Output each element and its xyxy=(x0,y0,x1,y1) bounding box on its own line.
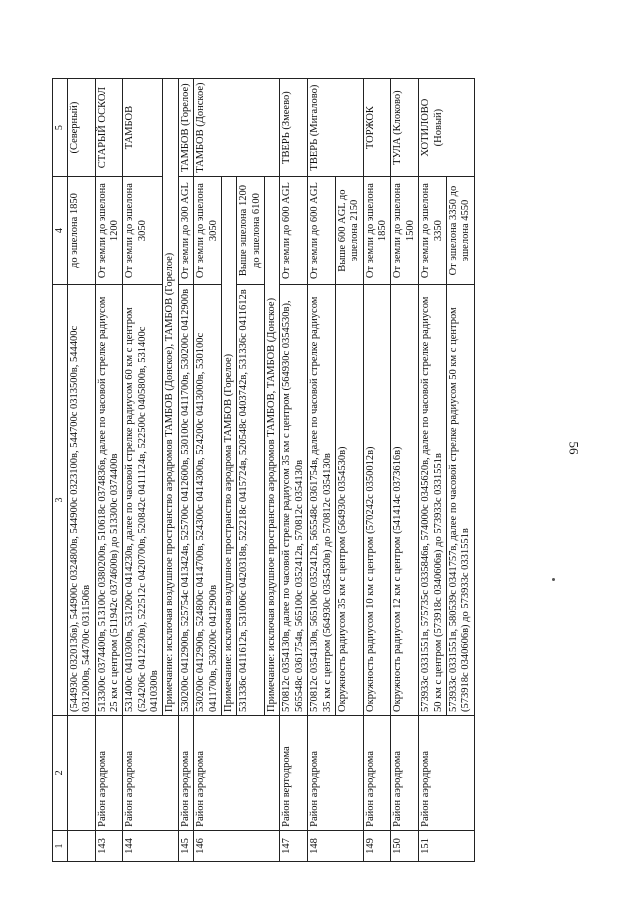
coords-cell: Окружность радиусом 10 км с центром (570242с 0350012в) xyxy=(363,284,391,715)
table-row xyxy=(363,79,391,862)
altitude-cell: От земли до эшелона 1850 xyxy=(363,177,391,285)
zone-type: Район аэродрома xyxy=(391,715,419,830)
altitude-cell: до эшелона 1850 xyxy=(67,177,95,285)
page-number: 56 xyxy=(566,441,582,455)
table-row xyxy=(95,79,123,862)
col-header-5: 5 xyxy=(53,79,68,177)
coords-cell: 573933с 0331551в, 575735с 0335846в, 574000с 0345620в, далее по часовой стрелке радиусом 50 км с центром (573918с 0340606в) до 573933с 0331551в xyxy=(419,284,447,715)
header-row xyxy=(53,79,68,862)
zone-type: Район вертодрома xyxy=(280,715,308,830)
zone-type: Район аэродрома xyxy=(178,715,193,830)
row-number: 147 xyxy=(280,830,308,861)
row-number: 143 xyxy=(95,830,123,861)
coords-cell: Окружность радиусом 35 км с центром (564930с 0354530в) xyxy=(335,284,363,715)
scan-speck xyxy=(552,578,555,581)
place-cell: ТВЕРЬ (Змеево) xyxy=(280,79,308,177)
place-cell: ХОТИЛОВО (Новый) xyxy=(419,79,475,177)
row-number: 148 xyxy=(308,830,364,861)
col-header-1: 1 xyxy=(53,830,68,861)
altitude-cell: От земли до эшелона 3050 xyxy=(123,177,163,285)
table-row xyxy=(194,79,222,862)
coords-cell: 531336с 0411612в, 531006с 0420318в, 522218с 0415724в, 520548с 0403742в, 531336с 0411612в xyxy=(237,284,265,715)
zone-type: Район аэродрома xyxy=(419,715,475,830)
table-row xyxy=(280,79,308,862)
altitude-cell: От земли до эшелона 1500 xyxy=(391,177,419,285)
note-cell: Примечание: исключая воздушное пространство аэродромов ТАМБОВ, ТАМБОВ (Донское) xyxy=(265,177,280,716)
table-row xyxy=(178,79,193,862)
place-cell: (Северный) xyxy=(67,79,95,177)
table-row xyxy=(123,79,163,862)
table-row xyxy=(308,79,336,862)
col-header-3: 3 xyxy=(53,284,68,715)
coords-cell: 570812с 0354130в, далее по часовой стрелке радиусом 35 км с центром (564930с 0354530в), 565548с 0361754в, 565100с 0352412в, 570812с 0354130в xyxy=(280,284,308,715)
table-row xyxy=(391,79,419,862)
coords-cell: 573933с 0331551в, 580539с 0341757в, далее по часовой стрелке радиусом 50 км с центром (573918с 0340606в) до 573933с 0331551в xyxy=(446,284,474,715)
altitude-cell: От эшелона 3350 до эшелона 4550 xyxy=(446,177,474,285)
row-number: 150 xyxy=(391,830,419,861)
row-number: 149 xyxy=(363,830,391,861)
note-cell: Примечание: исключая воздушное пространство аэродрома ТАМБОВ (Горелое) xyxy=(221,177,236,716)
zone-type: Район аэродрома xyxy=(363,715,391,830)
altitude-cell: Выше 600 AGL до эшелона 2150 xyxy=(335,177,363,285)
row-number: 144 xyxy=(123,830,179,861)
place-cell: ТАМБОВ (Донское) xyxy=(194,79,280,177)
place-cell: ТУЛА (Клоково) xyxy=(391,79,419,177)
coords-cell: 531400с 0410300в, 531200с 0414230в, далее по часовой стрелке радиусом 60 км с центром (524206с 0412230в), 522512с 0420700в, 520842с 0411124в, 522500с 0405800в, 531400с 0410300в xyxy=(123,284,163,715)
row-number: 151 xyxy=(419,830,475,861)
place-cell: ТАМБОВ xyxy=(123,79,163,177)
coords-cell: 513300с 0374400в, 513100с 0380200в, 510618с 0374836в, далее по часовой стрелке радиусом 25 км с центром (511942с 0374600в) до 513300с 0374400в xyxy=(95,284,123,715)
coords-cell: 530200с 0412900в, 524800с 0414700в, 524300с 0414300в, 524200с 0413000в, 530100с 0411700в, 530200с 0412900в xyxy=(194,284,222,715)
zone-type: Район аэродрома xyxy=(308,715,364,830)
place-cell: ТОРЖОК xyxy=(363,79,391,177)
col-header-2: 2 xyxy=(53,715,68,830)
place-cell: СТАРЫЙ ОСКОЛ xyxy=(95,79,123,177)
place-cell: ТАМБОВ (Горелое) xyxy=(178,79,193,177)
altitude-cell: От земли до эшелона 3050 xyxy=(194,177,222,285)
altitude-cell: Выше эшелона 1200 до эшелона 6100 xyxy=(237,177,265,285)
airspace-table-sheet xyxy=(52,78,552,862)
coords-cell: 570812с 0354130в, 565100с 0352412в, 565548с 0361754в, далее по часовой стрелке радиусом 35 км с центром (564930с 0354530в) до 570812с 0354130в xyxy=(308,284,336,715)
altitude-cell: От земли до 300 AGL xyxy=(178,177,193,285)
row-number: 145 xyxy=(178,830,193,861)
zone-type: Район аэродрома xyxy=(123,715,179,830)
table-row-carry-over xyxy=(67,79,95,862)
table-row xyxy=(419,79,447,862)
coords-cell: Окружность радиусом 12 км с центром (541414с 0373616в) xyxy=(391,284,419,715)
altitude-cell: От земли до эшелона 1200 xyxy=(95,177,123,285)
row-number: 146 xyxy=(194,830,280,861)
altitude-cell: От земли до эшелона 3350 xyxy=(419,177,447,285)
altitude-cell: От земли до 600 AGL xyxy=(308,177,336,285)
altitude-cell: От земли до 600 AGL xyxy=(280,177,308,285)
airspace-table xyxy=(52,78,475,862)
zone-type: Район аэродрома xyxy=(95,715,123,830)
place-cell: ТВЕРЬ (Мигалово) xyxy=(308,79,364,177)
coords-cell: (544930с 0320136в), 544900с 0324800в, 544900с 0323100в, 544700с 0313500в, 544400с 0312000в, 544700с 0311506в xyxy=(67,284,95,715)
zone-type: Район аэродрома xyxy=(194,715,280,830)
coords-cell: 530200с 0412900в, 525754с 0413424в, 525700с 0412600в, 530100с 0411700в, 530200с 0412900в xyxy=(178,284,193,715)
col-header-4: 4 xyxy=(53,177,68,285)
note-cell: Примечание: исключая воздушное пространство аэродромов ТАМБОВ (Донское), ТАМБОВ (Горелое) xyxy=(163,79,178,716)
